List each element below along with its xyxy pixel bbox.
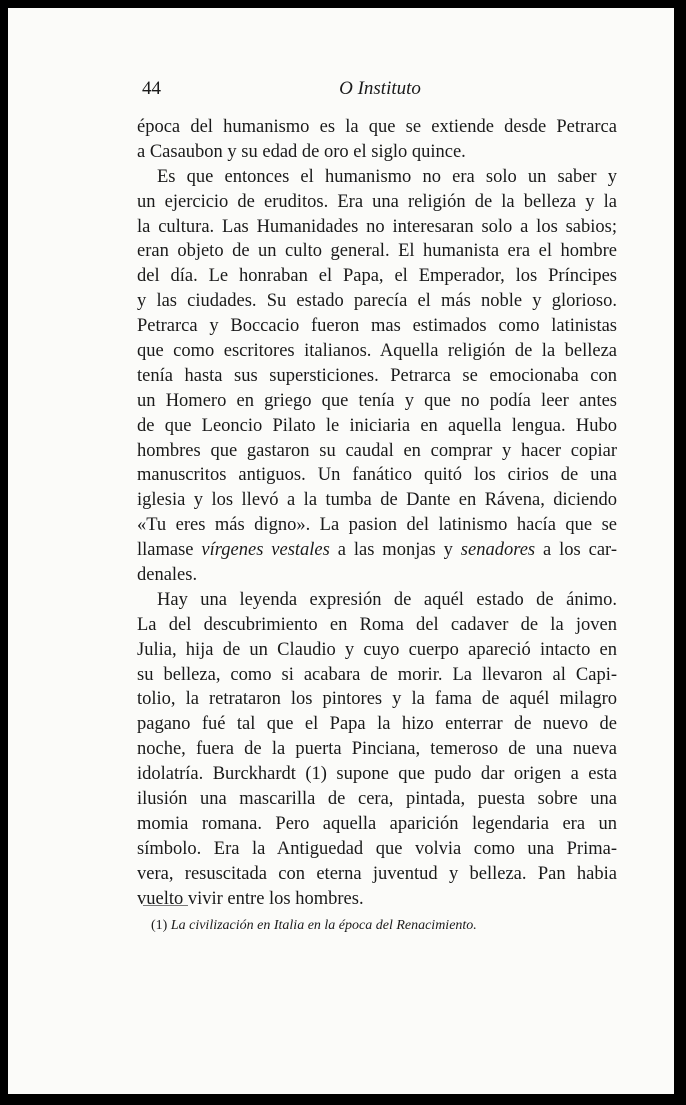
- footnote-marker: (1): [151, 918, 168, 933]
- italic-phrase: senadores: [460, 540, 536, 561]
- text-segment: del día. Le honraban el Papa, el Emperador, los Príncipes: [137, 266, 617, 287]
- text-line: [137, 538, 617, 563]
- text-line: [137, 737, 617, 762]
- italic-phrase: vírgenes vestales: [201, 540, 330, 561]
- paragraph: [137, 115, 617, 165]
- text-segment: «Tu eres más digno». La pasion del latinismo hacía que se: [137, 515, 617, 536]
- text-segment: llamase: [137, 540, 202, 561]
- text-line: [137, 289, 617, 314]
- text-line: [137, 190, 617, 215]
- text-line: [137, 762, 617, 787]
- text-segment: vuelto vivir entre los hombres.: [137, 888, 364, 909]
- page-number: 44: [142, 78, 161, 99]
- text-line: [137, 264, 617, 289]
- text-line: [137, 314, 617, 339]
- text-line: [137, 613, 617, 638]
- book-page: [8, 8, 674, 1094]
- text-segment: manuscritos antiguos. Un fanático quitó los cirios de una: [137, 465, 617, 486]
- text-segment: pagano fué tal que el Papa la hizo enterrar de nuevo de: [137, 714, 617, 735]
- text-segment: de que Leoncio Pilato le iniciaria en aquella lengua. Hubo: [137, 415, 617, 436]
- text-segment: su belleza, como si acabara de morir. La llevaron al Capi-: [137, 664, 617, 685]
- text-line: [137, 513, 617, 538]
- text-line: [137, 663, 617, 688]
- text-segment: tolio, la retrataron los pintores y la fama de aquél milagro: [137, 689, 617, 710]
- text-segment: a las monjas y: [329, 540, 461, 561]
- text-segment: época del humanismo es la que se extiende desde Petrarca: [137, 117, 617, 137]
- text-line: [137, 215, 617, 240]
- text-segment: denales.: [137, 565, 198, 586]
- text-line: [137, 439, 617, 464]
- text-line: [137, 463, 617, 488]
- text-segment: noche, fuera de la puerta Pinciana, temeroso de una nueva: [137, 739, 617, 760]
- footnote-divider: [143, 905, 188, 906]
- text-segment: a Casaubon y su edad de oro el siglo quince.: [137, 141, 466, 162]
- text-line: [137, 364, 617, 389]
- text-segment: a los car-: [535, 540, 617, 561]
- text-line: [137, 563, 617, 588]
- text-line: [137, 239, 617, 264]
- text-line: [137, 787, 617, 812]
- text-line: [137, 115, 617, 140]
- text-segment: que como escritores italianos. Aquella religión de la belleza: [137, 341, 617, 362]
- text-line: [137, 687, 617, 712]
- text-line: [137, 488, 617, 513]
- text-line: [137, 140, 617, 165]
- text-line: [137, 812, 617, 837]
- footnote: [151, 918, 477, 934]
- text-line: [137, 712, 617, 737]
- text-segment: ilusión una mascarilla de cera, pintada, puesta sobre una: [137, 789, 617, 810]
- text-line: [137, 389, 617, 414]
- text-segment: tenía hasta sus supersticiones. Petrarca se emocionaba con: [137, 365, 617, 386]
- text-line: [137, 414, 617, 439]
- text-line: [137, 638, 617, 663]
- text-segment: hombres que gastaron su caudal en comprar y hacer copiar: [137, 440, 617, 461]
- text-segment: idolatría. Burckhardt (1) supone que pudo dar origen a esta: [137, 764, 617, 785]
- text-line: [137, 165, 617, 190]
- text-line: [137, 887, 617, 912]
- text-segment: un Homero en griego que tenía y que no podía leer antes: [137, 390, 617, 411]
- text-line: [137, 588, 617, 613]
- text-segment: un ejercicio de eruditos. Era una religión de la belleza y la: [137, 191, 617, 212]
- text-segment: Hay una leyenda expresión de aquél estado de ánimo.: [157, 589, 617, 610]
- running-title: O Instituto: [339, 78, 421, 99]
- body-text: [137, 115, 617, 912]
- footnote-text: La civilización en Italia en la época del Renacimiento.: [170, 918, 477, 933]
- text-segment: Julia, hija de un Claudio y cuyo cuerpo apareció intacto en: [137, 639, 617, 660]
- text-segment: Es que entonces el humanismo no era solo un saber y: [157, 166, 617, 187]
- paragraph: [137, 588, 617, 912]
- paragraph: [137, 165, 617, 588]
- text-segment: eran objeto de un culto general. El humanista era el hombre: [137, 241, 617, 262]
- text-segment: la cultura. Las Humanidades no interesaran solo a los sabios;: [137, 216, 617, 237]
- text-line: [137, 862, 617, 887]
- text-segment: momia romana. Pero aquella aparición legendaria era un: [137, 813, 617, 834]
- text-segment: y las ciudades. Su estado parecía el más noble y glorioso.: [137, 291, 617, 312]
- text-segment: iglesia y los llevó a la tumba de Dante en Rávena, diciendo: [137, 490, 617, 511]
- text-segment: La del descubrimiento en Roma del cadaver de la joven: [137, 614, 617, 635]
- text-line: [137, 837, 617, 862]
- page-header: [142, 78, 618, 108]
- text-line: [137, 339, 617, 364]
- text-segment: Petrarca y Boccacio fueron mas estimados como latinistas: [137, 316, 617, 337]
- text-segment: símbolo. Era la Antiguedad que volvia como una Prima-: [137, 838, 617, 859]
- text-segment: vera, resuscitada con eterna juventud y belleza. Pan habia: [137, 863, 617, 884]
